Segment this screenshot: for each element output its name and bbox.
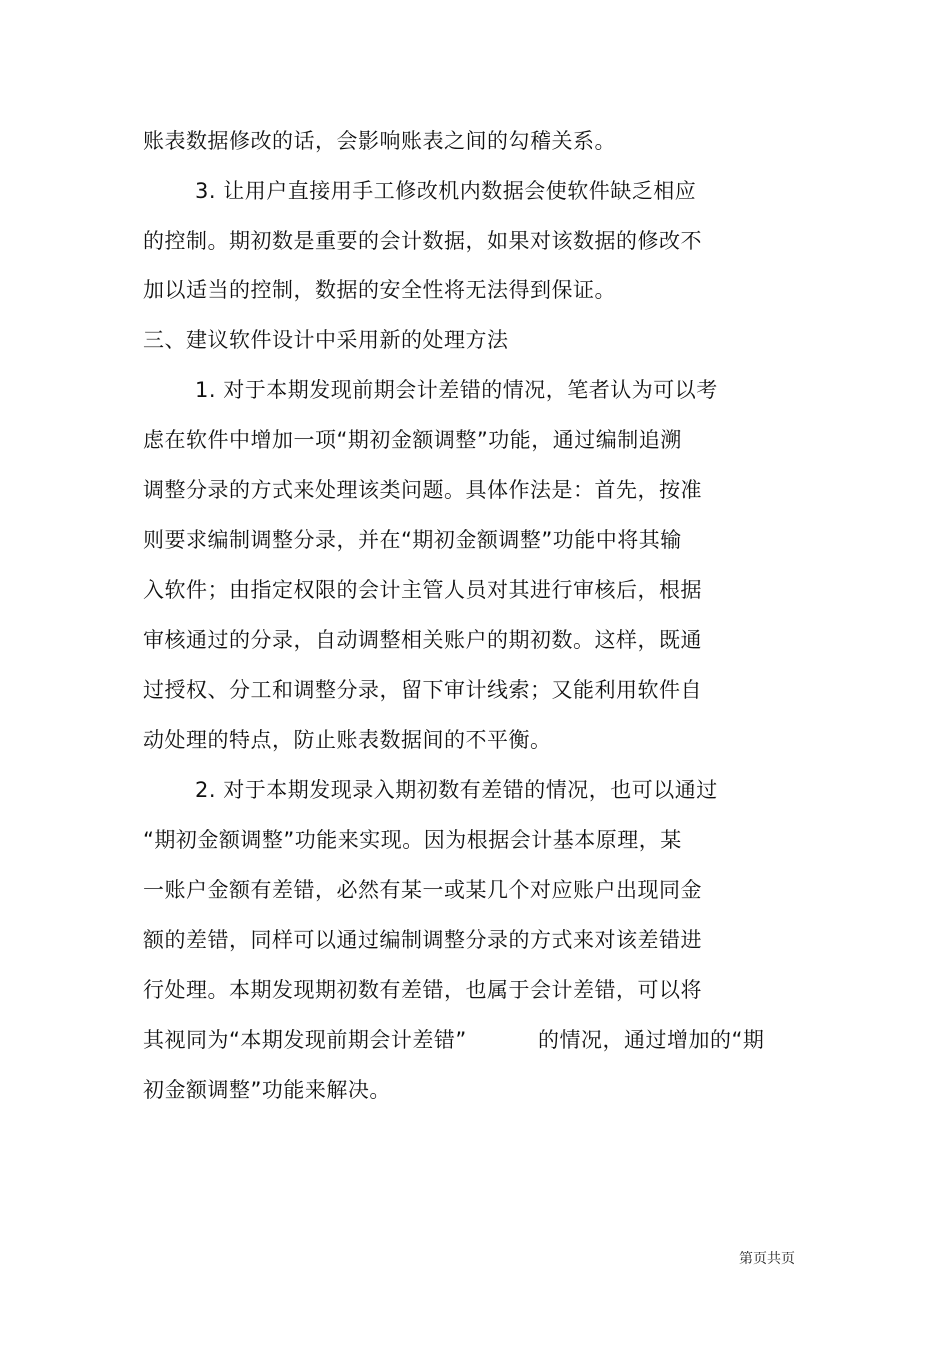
body-line-10: 入软件；由指定权限的会计主管人员对其进行审核后，根据 [143, 578, 702, 602]
body-line-7: 虑在软件中增加一项“期初金额调整”功能，通过编制追溯 [143, 428, 682, 452]
body-line-11: 审核通过的分录，自动调整相关账户的期初数。这样，既通 [143, 628, 702, 652]
body-line-4: 加以适当的控制，数据的安全性将无法得到保证。 [143, 278, 616, 302]
body-line-13: 动处理的特点，防止账表数据间的不平衡。 [143, 728, 552, 752]
body-line-6: 1. 对于本期发现前期会计差错的情况，笔者认为可以考 [195, 378, 718, 402]
body-line-20: 初金额调整”功能来解决。 [143, 1078, 391, 1102]
body-line-15: “期初金额调整”功能来实现。因为根据会计基本原理，某 [143, 828, 682, 852]
body-line-9: 则要求编制调整分录，并在“期初金额调整”功能中将其输 [143, 528, 682, 552]
body-line-16: 一账户金额有差错，必然有某一或某几个对应账户出现同金 [143, 878, 702, 902]
page-footer: 第页共页 [739, 1251, 795, 1267]
body-line-19-left: 其视同为“本期发现前期会计差错” [143, 1028, 467, 1052]
body-line-17: 额的差错，同样可以通过编制调整分录的方式来对该差错进 [143, 928, 702, 952]
body-line-19-right: 的情况，通过增加的“期 [538, 1028, 765, 1052]
section-heading: 三、建议软件设计中采用新的处理方法 [143, 328, 509, 352]
body-line-2: 3. 让用户直接用手工修改机内数据会使软件缺乏相应 [195, 179, 697, 203]
body-line-8: 调整分录的方式来处理该类问题。具体作法是：首先，按准 [143, 478, 702, 502]
body-line-14: 2. 对于本期发现录入期初数有差错的情况，也可以通过 [195, 778, 718, 802]
body-line-12: 过授权、分工和调整分录，留下审计线索；又能利用软件自 [143, 678, 702, 702]
body-line-1: 账表数据修改的话，会影响账表之间的勾稽关系。 [143, 129, 616, 153]
body-line-3: 的控制。期初数是重要的会计数据，如果对该数据的修改不 [143, 229, 702, 253]
body-line-18: 行处理。本期发现期初数有差错，也属于会计差错，可以将 [143, 978, 702, 1002]
